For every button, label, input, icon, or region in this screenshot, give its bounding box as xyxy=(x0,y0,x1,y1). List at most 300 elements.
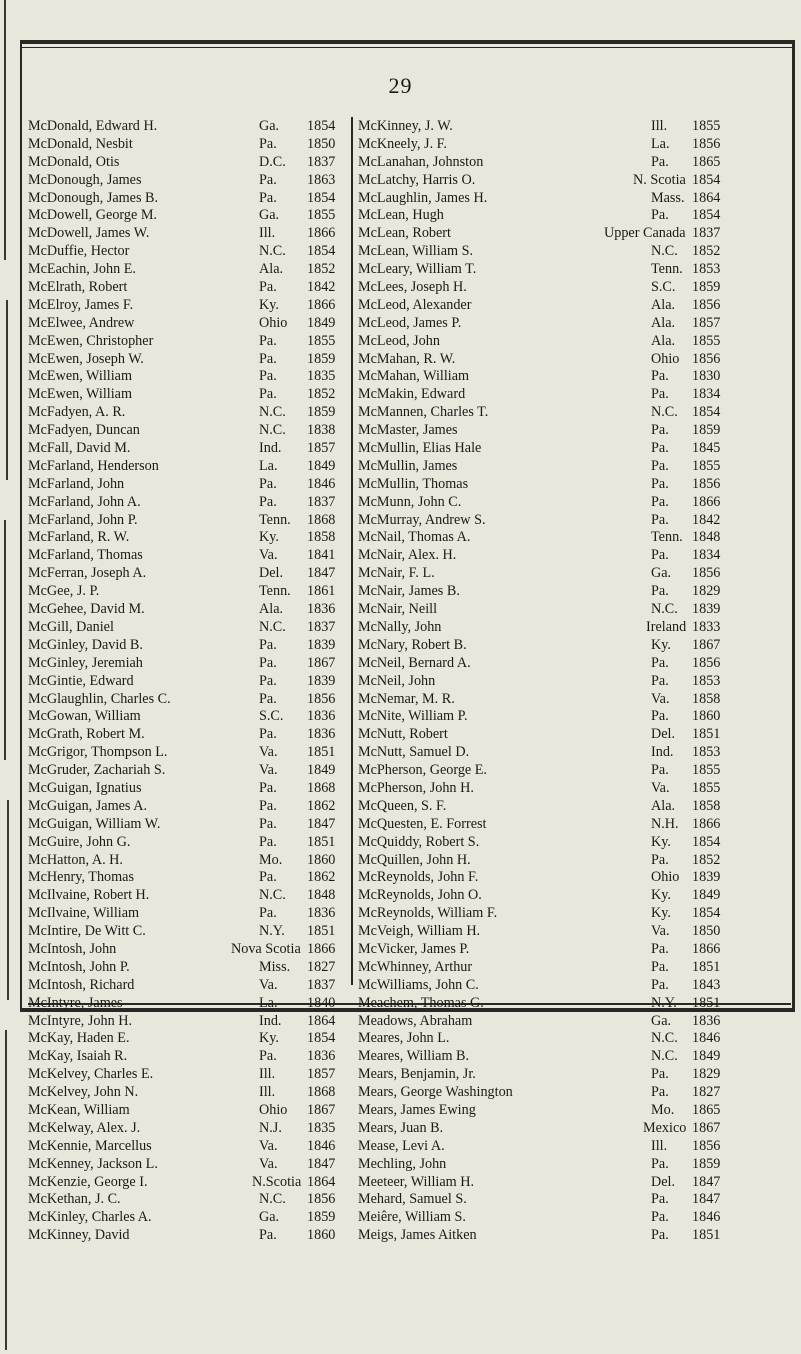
list-item xyxy=(358,351,786,369)
list-item xyxy=(358,1227,786,1245)
entry-name: McNair, James B. xyxy=(358,583,460,600)
entry-year: 1864 xyxy=(307,1173,336,1190)
entry-state: Pa. xyxy=(259,1227,277,1244)
list-item xyxy=(358,1191,786,1209)
entry-state: Pa. xyxy=(651,547,669,564)
entry-name: McKelvey, Charles E. xyxy=(28,1066,154,1083)
entry-year: 1866 xyxy=(692,940,721,957)
entry-name: McNeil, Bernard A. xyxy=(358,654,471,671)
entry-year: 1855 xyxy=(692,779,721,796)
entry-year: 1853 xyxy=(692,744,721,761)
entry-state: N. Scotia xyxy=(633,171,686,188)
list-item xyxy=(358,869,786,887)
list-item xyxy=(28,190,350,208)
list-item xyxy=(358,279,786,297)
entry-name: McKneely, J. F. xyxy=(358,135,447,152)
entry-state: Tenn. xyxy=(651,529,683,546)
entry-year: 1855 xyxy=(307,332,336,349)
entry-state: N.C. xyxy=(651,243,678,260)
entry-name: McMaster, James xyxy=(358,422,458,439)
entry-year: 1858 xyxy=(692,797,721,814)
entry-year: 1857 xyxy=(307,1066,336,1083)
entry-state: Pa. xyxy=(651,422,669,439)
entry-year: 1859 xyxy=(307,404,336,421)
entry-year: 1856 xyxy=(692,1137,721,1154)
entry-state: Pa. xyxy=(259,797,277,814)
entry-year: 1854 xyxy=(692,833,721,850)
entry-name: McNair, Alex. H. xyxy=(358,547,457,564)
entry-name: McNutt, Samuel D. xyxy=(358,744,470,761)
entry-year: 1851 xyxy=(307,833,336,850)
entry-year: 1868 xyxy=(307,1084,336,1101)
list-item xyxy=(28,1174,350,1192)
entry-year: 1867 xyxy=(692,636,721,653)
list-item xyxy=(28,637,350,655)
entry-state: N.Y. xyxy=(259,923,285,940)
list-item xyxy=(28,1227,350,1245)
entry-name: McReynolds, William F. xyxy=(358,905,498,922)
list-item xyxy=(358,190,786,208)
list-item xyxy=(28,583,350,601)
entry-state: La. xyxy=(259,994,278,1011)
entry-name: McFarland, John xyxy=(28,475,125,492)
entry-state: Pa. xyxy=(651,654,669,671)
entry-state: Upper Canada xyxy=(604,225,686,242)
list-item xyxy=(28,762,350,780)
entry-year: 1839 xyxy=(692,601,721,618)
entry-state: Pa. xyxy=(651,1066,669,1083)
entry-year: 1855 xyxy=(692,457,721,474)
entry-year: 1827 xyxy=(307,958,336,975)
entry-year: 1859 xyxy=(692,1155,721,1172)
entry-year: 1854 xyxy=(692,905,721,922)
entry-name: McKean, William xyxy=(28,1101,130,1118)
entry-state: N.C. xyxy=(651,1030,678,1047)
list-item xyxy=(28,1209,350,1227)
entry-name: McPherson, John H. xyxy=(358,779,474,796)
entry-state: Ala. xyxy=(651,314,676,331)
entry-state: N.C. xyxy=(651,404,678,421)
entry-state: Ga. xyxy=(651,565,672,582)
entry-state: Pa. xyxy=(259,690,277,707)
scan-edge-marks xyxy=(0,0,14,1354)
list-item xyxy=(28,458,350,476)
list-item xyxy=(28,852,350,870)
entry-year: 1847 xyxy=(692,1191,721,1208)
entry-year: 1837 xyxy=(307,153,336,170)
entry-year: 1850 xyxy=(692,923,721,940)
entry-name: Mears, Juan B. xyxy=(358,1119,444,1136)
list-item xyxy=(28,1102,350,1120)
entry-name: McLees, Joseph H. xyxy=(358,279,467,296)
entry-year: 1867 xyxy=(307,1101,336,1118)
list-item xyxy=(358,977,786,995)
entry-year: 1854 xyxy=(307,243,336,260)
entry-year: 1866 xyxy=(692,815,721,832)
entry-year: 1856 xyxy=(692,135,721,152)
entry-name: McPherson, George E. xyxy=(358,762,487,779)
entry-name: McMullin, James xyxy=(358,457,458,474)
left-name-column xyxy=(28,118,350,1245)
entry-year: 1862 xyxy=(307,869,336,886)
entry-year: 1842 xyxy=(692,511,721,528)
entry-state: Ill. xyxy=(651,1137,668,1154)
entry-name: McLanahan, Johnston xyxy=(358,153,484,170)
list-item xyxy=(28,529,350,547)
entry-state: Pa. xyxy=(651,153,669,170)
entry-name: McFall, David M. xyxy=(28,440,131,457)
entry-name: McFarland, Henderson xyxy=(28,457,159,474)
list-item xyxy=(28,887,350,905)
entry-name: McFarland, Thomas xyxy=(28,547,143,564)
entry-year: 1860 xyxy=(307,1227,336,1244)
list-item xyxy=(358,726,786,744)
entry-state: Ky. xyxy=(259,296,279,313)
entry-name: McIntyre, James xyxy=(28,994,123,1011)
entry-name: McIntosh, John P. xyxy=(28,958,130,975)
list-item xyxy=(358,1013,786,1031)
entry-year: 1837 xyxy=(307,976,336,993)
page-frame-right xyxy=(792,40,795,1012)
list-item xyxy=(358,816,786,834)
entry-state: Tenn. xyxy=(259,511,291,528)
entry-year: 1857 xyxy=(692,314,721,331)
entry-state: Mo. xyxy=(259,851,283,868)
entry-state: Ala. xyxy=(651,296,676,313)
entry-name: McDonough, James B. xyxy=(28,189,159,206)
list-item xyxy=(358,583,786,601)
entry-state: Pa. xyxy=(259,135,277,152)
entry-state: Ala. xyxy=(259,601,284,618)
list-item xyxy=(28,422,350,440)
list-item xyxy=(358,1084,786,1102)
entry-year: 1856 xyxy=(692,296,721,313)
entry-year: 1846 xyxy=(692,1209,721,1226)
list-item xyxy=(358,476,786,494)
entry-state: Ind. xyxy=(651,744,674,761)
entry-year: 1856 xyxy=(307,690,336,707)
entry-name: McQueen, S. F. xyxy=(358,797,447,814)
list-item xyxy=(358,261,786,279)
entry-year: 1851 xyxy=(692,1227,721,1244)
entry-name: McGinley, Jeremiah xyxy=(28,654,143,671)
entry-state: Ky. xyxy=(651,636,671,653)
entry-state: N.C. xyxy=(259,887,286,904)
entry-name: McDonald, Nesbit xyxy=(28,135,133,152)
entry-state: Pa. xyxy=(651,511,669,528)
entry-year: 1866 xyxy=(307,940,336,957)
entry-state: Pa. xyxy=(259,279,277,296)
list-item xyxy=(358,458,786,476)
entry-state: Tenn. xyxy=(259,583,291,600)
entry-name: McDowell, James W. xyxy=(28,225,150,242)
entry-state: Pa. xyxy=(259,905,277,922)
entry-year: 1855 xyxy=(692,762,721,779)
list-item xyxy=(358,601,786,619)
list-item xyxy=(28,941,350,959)
entry-name: McGehee, David M. xyxy=(28,601,145,618)
list-item xyxy=(358,547,786,565)
entry-state: Pa. xyxy=(651,440,669,457)
entry-name: McNair, Neill xyxy=(358,601,438,618)
entry-state: Pa. xyxy=(651,976,669,993)
list-item xyxy=(358,1138,786,1156)
entry-name: McHatton, A. H. xyxy=(28,851,123,868)
entry-state: Pa. xyxy=(259,368,277,385)
page-frame-left xyxy=(20,40,22,1012)
list-item xyxy=(28,494,350,512)
entry-year: 1849 xyxy=(307,314,336,331)
entry-name: McKelvey, John N. xyxy=(28,1084,139,1101)
entry-year: 1827 xyxy=(692,1084,721,1101)
entry-state: N.H. xyxy=(651,815,679,832)
entry-year: 1851 xyxy=(692,994,721,1011)
entry-name: McLean, Robert xyxy=(358,225,451,242)
entry-name: McQuillen, John H. xyxy=(358,851,471,868)
entry-year: 1854 xyxy=(692,404,721,421)
list-item xyxy=(28,923,350,941)
entry-state: Pa. xyxy=(651,457,669,474)
list-item xyxy=(28,368,350,386)
entry-name: McGrath, Robert M. xyxy=(28,726,145,743)
entry-state: Ky. xyxy=(651,905,671,922)
entry-year: 1867 xyxy=(692,1119,721,1136)
entry-name: McLean, William S. xyxy=(358,243,474,260)
entry-state: Pa. xyxy=(651,1209,669,1226)
entry-year: 1866 xyxy=(692,493,721,510)
entry-year: 1860 xyxy=(307,851,336,868)
entry-year: 1845 xyxy=(692,440,721,457)
entry-name: Mechling, John xyxy=(358,1155,447,1172)
entry-year: 1868 xyxy=(307,779,336,796)
entry-name: McWilliams, John C. xyxy=(358,976,479,993)
entry-name: McWhinney, Arthur xyxy=(358,958,473,975)
list-item xyxy=(28,351,350,369)
entry-state: Pa. xyxy=(259,815,277,832)
entry-name: McGruder, Zachariah S. xyxy=(28,762,166,779)
entry-name: McGuigan, James A. xyxy=(28,797,147,814)
entry-name: McIntosh, John xyxy=(28,940,117,957)
entry-year: 1858 xyxy=(307,529,336,546)
list-item xyxy=(358,691,786,709)
list-item xyxy=(358,529,786,547)
entry-year: 1859 xyxy=(307,1209,336,1226)
entry-year: 1833 xyxy=(692,618,721,635)
entry-name: McFadyen, Duncan xyxy=(28,422,140,439)
entry-year: 1829 xyxy=(692,1066,721,1083)
list-item xyxy=(358,798,786,816)
entry-name: McIntosh, Richard xyxy=(28,976,135,993)
entry-name: McGrigor, Thompson L. xyxy=(28,744,168,761)
entry-year: 1863 xyxy=(307,171,336,188)
entry-year: 1835 xyxy=(307,1119,336,1136)
entry-year: 1855 xyxy=(692,118,721,134)
list-item xyxy=(28,1030,350,1048)
list-item xyxy=(28,655,350,673)
list-item xyxy=(28,1013,350,1031)
entry-year: 1851 xyxy=(307,744,336,761)
list-item xyxy=(28,154,350,172)
entry-name: McMurray, Andrew S. xyxy=(358,511,486,528)
entry-state: Tenn. xyxy=(651,261,683,278)
entry-year: 1867 xyxy=(307,654,336,671)
list-item xyxy=(28,816,350,834)
entry-state: Pa. xyxy=(259,636,277,653)
entry-name: McGintie, Edward xyxy=(28,672,134,689)
page-frame-top-inner xyxy=(20,47,795,48)
entry-state: Pa. xyxy=(259,332,277,349)
entry-name: McEwen, William xyxy=(28,368,132,385)
entry-state: Pa. xyxy=(651,1084,669,1101)
entry-year: 1852 xyxy=(307,386,336,403)
entry-state: Va. xyxy=(259,1155,278,1172)
entry-state: Ga. xyxy=(259,118,280,134)
list-item xyxy=(28,225,350,243)
list-item xyxy=(28,691,350,709)
entry-state: Mexico xyxy=(643,1119,687,1136)
entry-state: Pa. xyxy=(651,762,669,779)
entry-name: Meeteer, William H. xyxy=(358,1173,474,1190)
list-item xyxy=(358,118,786,136)
entry-state: Ky. xyxy=(651,833,671,850)
entry-state: Ohio xyxy=(259,1101,288,1118)
entry-name: McNary, Robert B. xyxy=(358,636,467,653)
list-item xyxy=(28,1066,350,1084)
entry-name: McNally, John xyxy=(358,618,442,635)
entry-state: Va. xyxy=(259,547,278,564)
entry-year: 1836 xyxy=(307,726,336,743)
list-item xyxy=(358,243,786,261)
entry-state: Pa. xyxy=(651,940,669,957)
list-item xyxy=(358,136,786,154)
list-item xyxy=(358,744,786,762)
entry-state: Ala. xyxy=(651,797,676,814)
list-item xyxy=(358,207,786,225)
entry-name: McNite, William P. xyxy=(358,708,468,725)
list-item xyxy=(28,512,350,530)
entry-year: 1830 xyxy=(692,368,721,385)
entry-state: Va. xyxy=(651,779,670,796)
entry-name: McEwen, Christopher xyxy=(28,332,154,349)
entry-name: Meigs, James Aitken xyxy=(358,1227,477,1244)
entry-state: Ill. xyxy=(651,118,668,134)
entry-year: 1860 xyxy=(692,708,721,725)
entry-name: McGill, Daniel xyxy=(28,618,114,635)
list-item xyxy=(28,476,350,494)
entry-year: 1839 xyxy=(307,636,336,653)
entry-name: McDonald, Edward H. xyxy=(28,118,158,134)
entry-name: McEachin, John E. xyxy=(28,261,136,278)
entry-year: 1856 xyxy=(692,654,721,671)
entry-year: 1856 xyxy=(307,1191,336,1208)
entry-state: Pa. xyxy=(259,654,277,671)
entry-name: McNair, F. L. xyxy=(358,565,435,582)
entry-name: McFarland, John P. xyxy=(28,511,138,528)
entry-year: 1864 xyxy=(692,189,721,206)
entry-year: 1846 xyxy=(307,1137,336,1154)
entry-state: Pa. xyxy=(651,475,669,492)
list-item xyxy=(358,637,786,655)
entry-name: McIntyre, John H. xyxy=(28,1012,133,1029)
entry-state: Pa. xyxy=(651,708,669,725)
list-item xyxy=(358,708,786,726)
entry-state: N.C. xyxy=(651,601,678,618)
entry-year: 1866 xyxy=(307,225,336,242)
entry-name: McHenry, Thomas xyxy=(28,869,134,886)
entry-name: McKenney, Jackson L. xyxy=(28,1155,158,1172)
entry-year: 1866 xyxy=(307,296,336,313)
entry-name: McMahan, William xyxy=(358,368,470,385)
list-item xyxy=(358,1048,786,1066)
list-item xyxy=(28,1084,350,1102)
entry-name: McLatchy, Harris O. xyxy=(358,171,476,188)
entry-year: 1849 xyxy=(307,457,336,474)
entry-state: Ohio xyxy=(259,314,288,331)
list-item xyxy=(358,852,786,870)
entry-year: 1837 xyxy=(692,225,721,242)
entry-name: McIlvaine, William xyxy=(28,905,140,922)
entry-state: Del. xyxy=(259,565,284,582)
entry-year: 1839 xyxy=(692,869,721,886)
entry-state: N.C. xyxy=(259,618,286,635)
entry-state: Pa. xyxy=(651,583,669,600)
list-item xyxy=(28,619,350,637)
entry-year: 1837 xyxy=(307,618,336,635)
entry-year: 1864 xyxy=(307,1012,336,1029)
entry-name: Meadows, Abraham xyxy=(358,1012,473,1029)
entry-year: 1853 xyxy=(692,672,721,689)
entry-year: 1851 xyxy=(692,726,721,743)
entry-state: Pa. xyxy=(259,779,277,796)
entry-year: 1847 xyxy=(692,1173,721,1190)
list-item xyxy=(28,565,350,583)
entry-year: 1854 xyxy=(307,189,336,206)
list-item xyxy=(358,1120,786,1138)
entry-state: Pa. xyxy=(651,1191,669,1208)
list-item xyxy=(28,440,350,458)
entry-state: Pa. xyxy=(651,958,669,975)
list-item xyxy=(28,547,350,565)
entry-name: McMakin, Edward xyxy=(358,386,466,403)
entry-state: Va. xyxy=(651,690,670,707)
list-item xyxy=(358,386,786,404)
entry-year: 1836 xyxy=(692,1012,721,1029)
list-item xyxy=(28,1156,350,1174)
entry-year: 1854 xyxy=(307,1030,336,1047)
entry-state: Pa. xyxy=(259,726,277,743)
entry-year: 1853 xyxy=(692,261,721,278)
entry-state: S.C. xyxy=(651,279,676,296)
list-item xyxy=(28,780,350,798)
list-item xyxy=(28,279,350,297)
entry-state: Pa. xyxy=(259,1048,277,1065)
list-item xyxy=(358,959,786,977)
list-item xyxy=(28,386,350,404)
entry-state: Pa. xyxy=(259,475,277,492)
list-item xyxy=(28,905,350,923)
right-name-column xyxy=(358,118,786,1245)
entry-year: 1835 xyxy=(307,368,336,385)
list-item xyxy=(28,297,350,315)
entry-name: McNeil, John xyxy=(358,672,436,689)
entry-year: 1837 xyxy=(307,493,336,510)
entry-name: McIntire, De Witt C. xyxy=(28,923,146,940)
list-item xyxy=(28,261,350,279)
entry-name: McReynolds, John F. xyxy=(358,869,479,886)
entry-name: McDonough, James xyxy=(28,171,142,188)
entry-name: McKinley, Charles A. xyxy=(28,1209,152,1226)
entry-state: Ill. xyxy=(259,1084,276,1101)
